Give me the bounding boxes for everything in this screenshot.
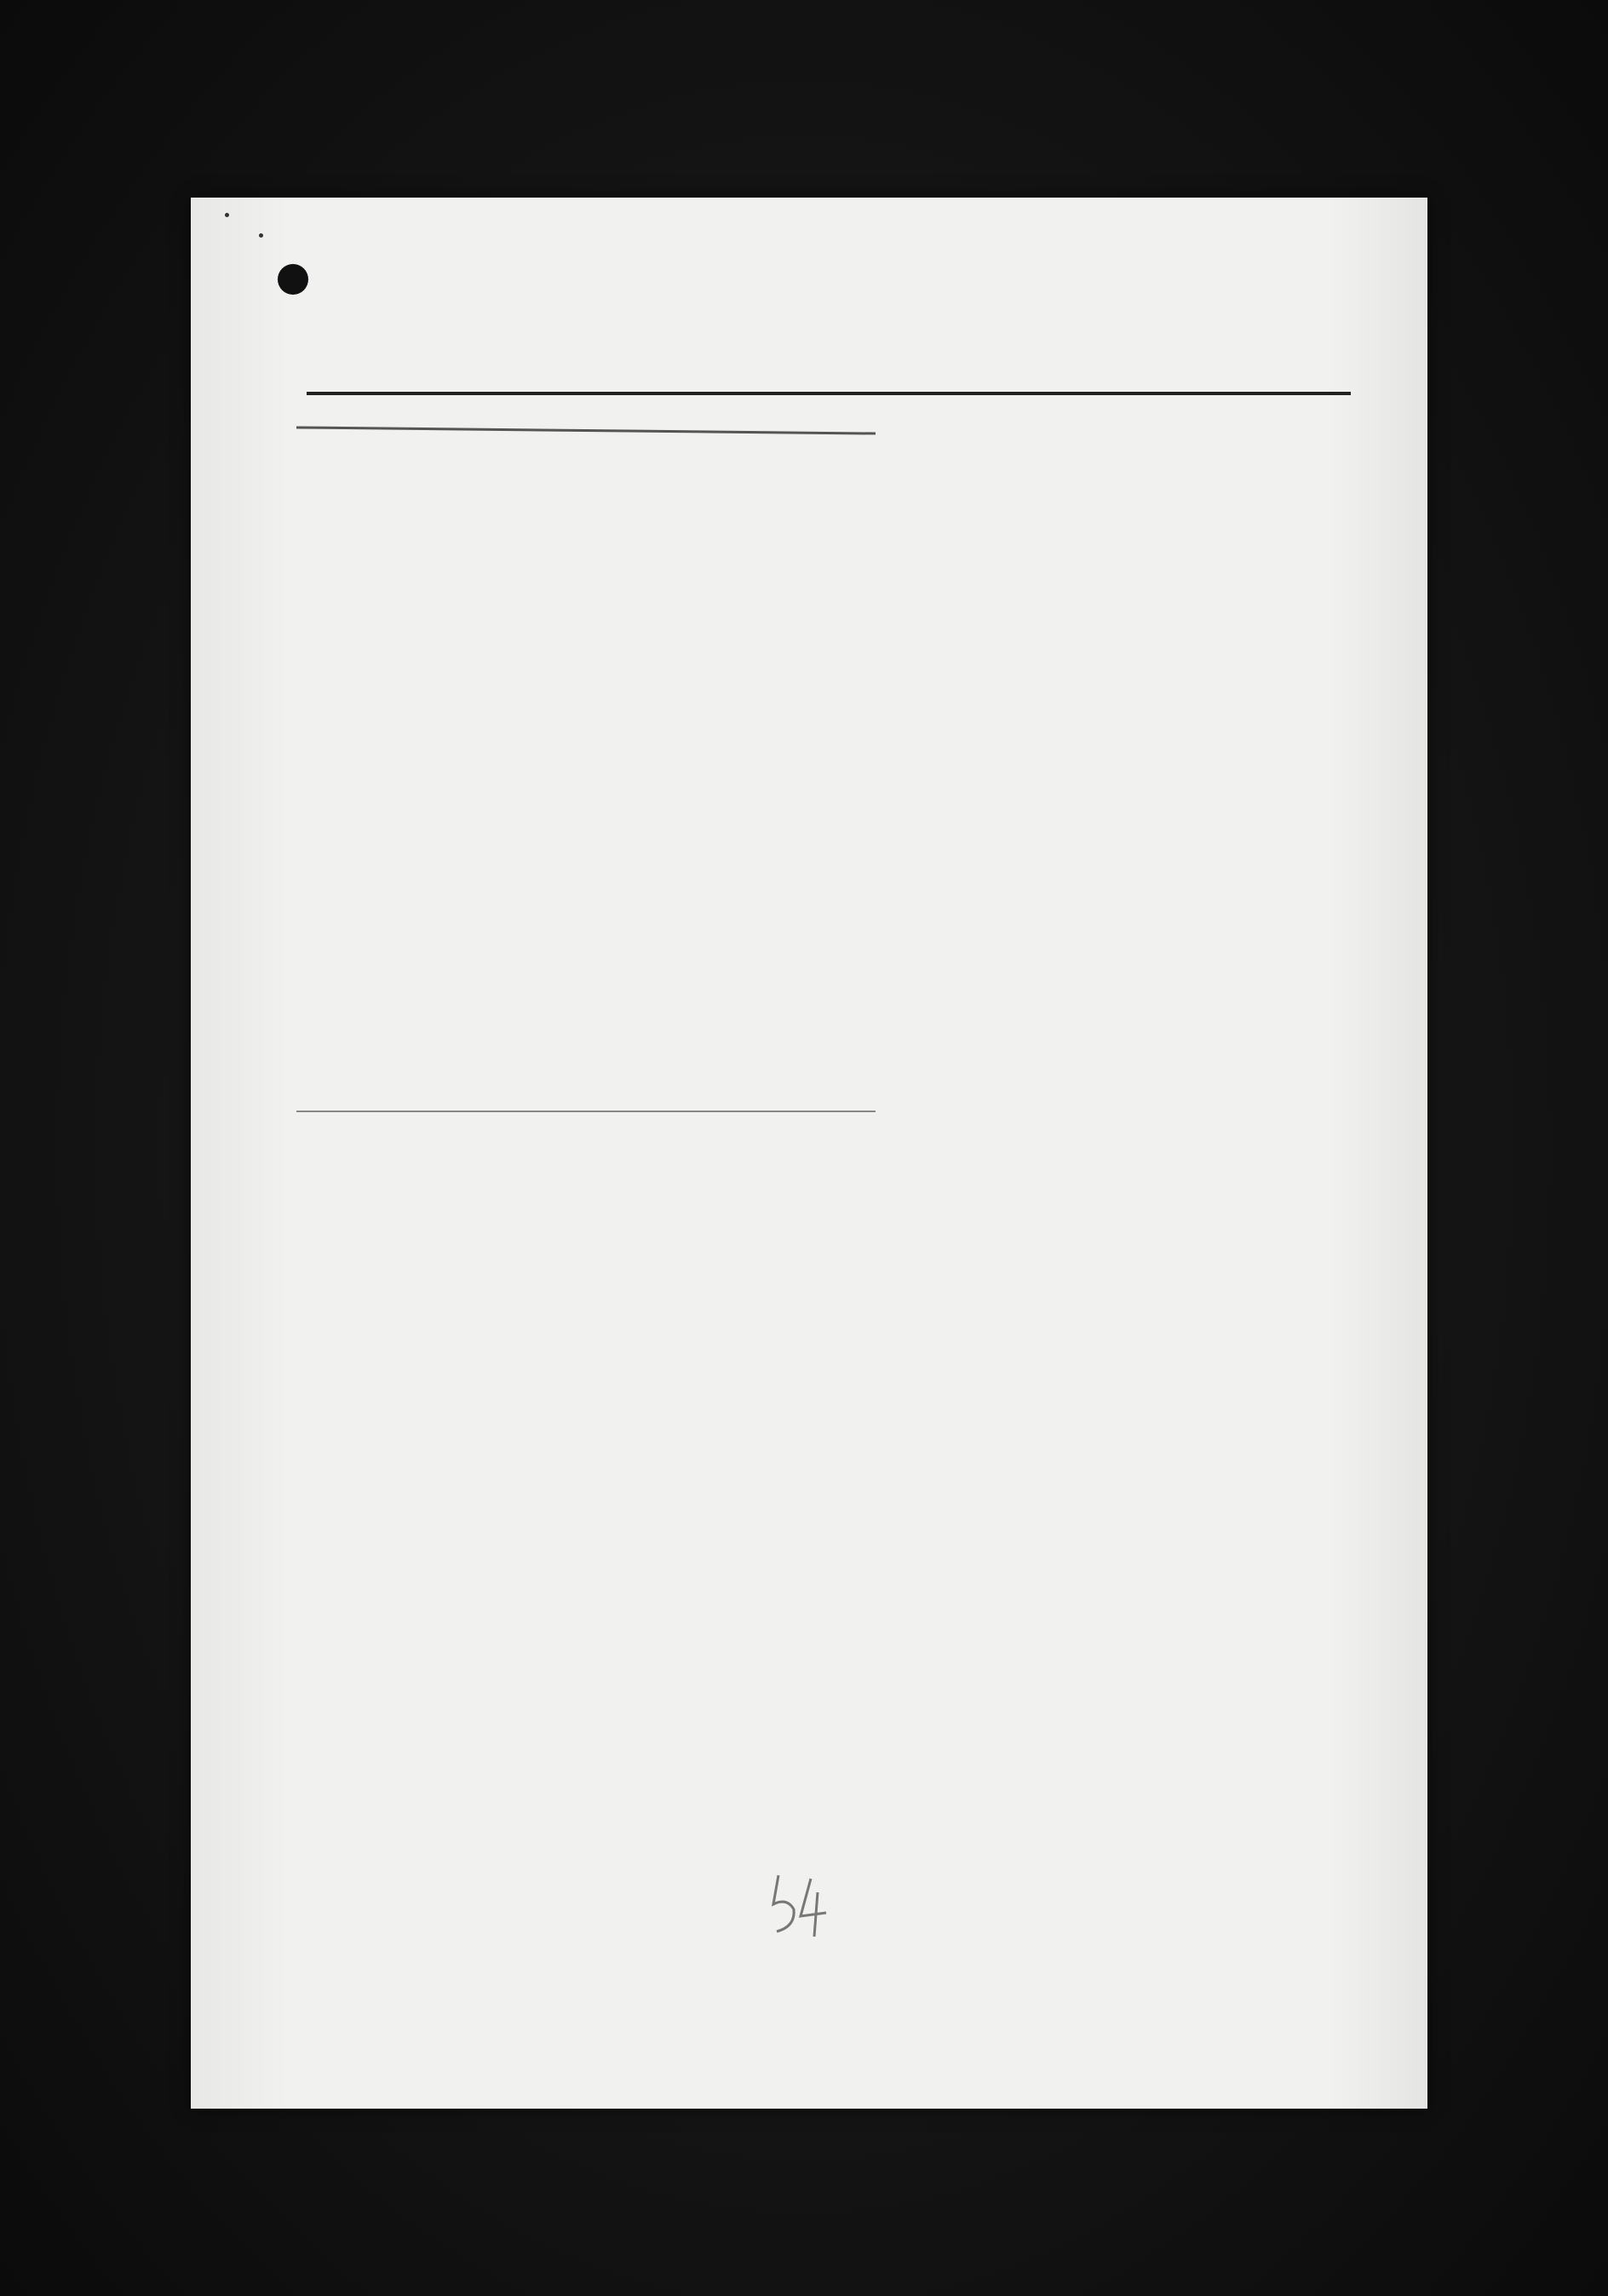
strike-line: [296, 426, 876, 434]
nominal-roll-sheet: [191, 198, 1427, 2109]
strike-line: [296, 1111, 876, 1112]
folio-handwritten-mark: [761, 1867, 838, 1943]
punch-hole: [278, 264, 308, 295]
ink-speck: [259, 233, 263, 238]
header-rule: [307, 392, 1351, 395]
ink-speck: [225, 213, 229, 217]
